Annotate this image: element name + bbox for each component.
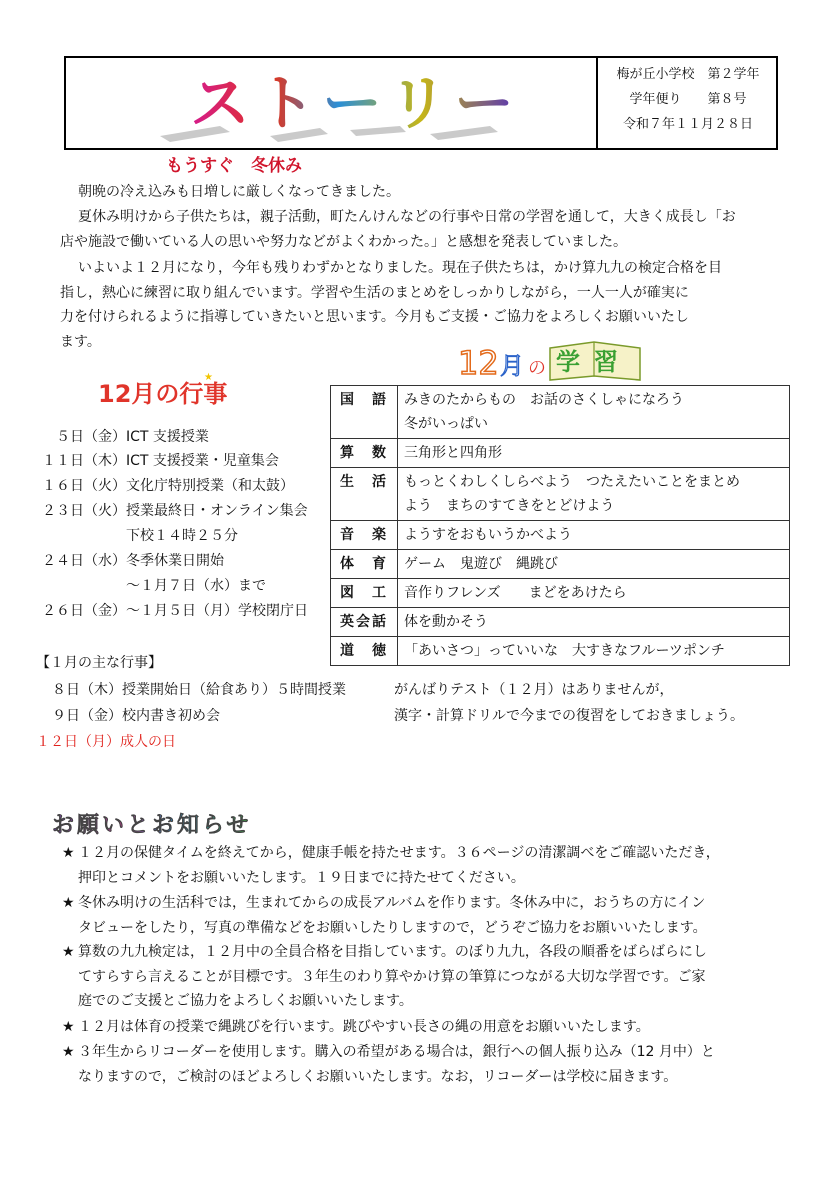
table-row xyxy=(331,386,790,439)
table-row xyxy=(331,439,790,468)
header-divider xyxy=(596,56,598,150)
table-row xyxy=(331,637,790,666)
subject-cell: 英会話 xyxy=(331,608,398,637)
request-item xyxy=(62,891,776,940)
star-icon: ★ xyxy=(62,845,75,861)
content-line: よう まちのすてきをとどけよう xyxy=(404,498,615,514)
request-item xyxy=(62,1015,776,1040)
star-icon: ★ xyxy=(62,1019,75,1035)
request-item xyxy=(62,841,776,890)
content-cell xyxy=(398,468,790,521)
event-item xyxy=(36,550,224,570)
request-line: １２月の保健タイムを終えてから，健康手帳を持たせます。３６ページの清潔調べをご確認いただき， xyxy=(78,845,720,861)
intro-subtitle: もうすぐ 冬休み xyxy=(166,156,302,176)
intro-line: 店や施設で働いている人の思いや努力などがよくわかった。」と感想を発表していました。 xyxy=(60,233,627,250)
event-text: ICT 支援授業 xyxy=(126,429,209,445)
intro-line: 力を付けられるように指導していきたいと思います。今月もご支援・ご協力をよろしくお願いいたし xyxy=(60,309,689,325)
events-title-wordart xyxy=(96,372,236,410)
request-line: 押印とコメントをお願いいたします。１９日までに持たせてください。 xyxy=(78,869,525,886)
intro-line: ます。 xyxy=(60,333,101,350)
study-title-word: 学習 xyxy=(556,348,632,376)
intro-line: いよいよ１２月になり，今年も残りわずかとなりました。現在子供たちは，かけ算九九の検定合格を目 xyxy=(78,260,722,276)
request-line: 算数の九九検定は，１２月中の全員合格を目指しています。のぼり九九，各段の順番をばらばらにし xyxy=(78,944,707,960)
request-item xyxy=(62,1040,776,1089)
study-title-month: 月 xyxy=(500,352,524,380)
event-text: 冬季休業日開始 xyxy=(126,553,224,569)
test-note: がんばりテスト（１２月）はありませんが， xyxy=(394,682,674,698)
event-date: ５日（金） xyxy=(56,429,126,445)
intro-para-3 xyxy=(60,256,776,354)
event-text: 下校１４時２５分 xyxy=(126,528,238,544)
table-row xyxy=(331,468,790,521)
study-table xyxy=(330,385,790,666)
january-heading: 【１月の主な行事】 xyxy=(36,655,162,671)
event-date: ２４日（水） xyxy=(42,553,126,569)
event-date: １６日（火） xyxy=(42,478,126,494)
star-icon: ★ xyxy=(204,372,213,383)
intro-line: 夏休み明けから子供たちは，親子活動，町たんけんなどの行事や日常の学習を通して，大きく成長し「お xyxy=(78,209,736,225)
event-text: ～１月５日（月）学校閉庁日 xyxy=(126,603,308,619)
content-line: 冬がいっぱい xyxy=(404,416,488,432)
event-text: ～１月７日（水）まで xyxy=(126,578,266,594)
intro-para-1 xyxy=(60,180,776,205)
study-title-no: の xyxy=(528,358,546,379)
content-cell: 三角形と四角形 xyxy=(398,439,790,468)
subject-cell: 生 活 xyxy=(331,468,398,521)
subject-cell: 体 育 xyxy=(331,550,398,579)
events-title-text: 12月の行事 xyxy=(98,380,228,408)
request-line: ３年生からリコーダーを使用します。購入の希望がある場合は，銀行への個人振り込み（12 月中）と xyxy=(78,1044,715,1060)
content-line: みきのたからもの お話のさくしゃになろう xyxy=(404,392,684,408)
request-line: なりますので，ご検討のほどよろしくお願いいたします。なお，リコーダーは学校に届きます。 xyxy=(78,1068,678,1085)
content-cell: 体を動かそう xyxy=(398,608,790,637)
content-cell: ゲーム 鬼遊び 縄跳び xyxy=(398,550,790,579)
event-item xyxy=(36,426,209,446)
content-cell xyxy=(398,386,790,439)
content-cell: 音作りフレンズ まどをあけたら xyxy=(398,579,790,608)
event-item xyxy=(36,525,238,545)
table-row xyxy=(331,608,790,637)
newsletter-number: 学年便り 第８号 xyxy=(629,92,747,107)
request-item xyxy=(62,940,776,1014)
subject-cell: 国 語 xyxy=(331,386,398,439)
study-title-number: 12 xyxy=(458,344,499,382)
event-date: ２６日（金） xyxy=(42,603,126,619)
request-line: 庭でのご支援とご協力をよろしくお願いいたします。 xyxy=(78,993,413,1009)
january-holiday: １２日（月）成人の日 xyxy=(36,734,176,750)
event-text: 文化庁特別授業（和太鼓） xyxy=(126,478,294,494)
study-title-wordart xyxy=(458,338,648,384)
event-item xyxy=(36,475,294,495)
january-item: ８日（木）授業開始日（給食あり）５時間授業 xyxy=(52,682,346,698)
january-item: ９日（金）校内書き初め会 xyxy=(52,708,220,724)
request-line: 冬休み明けの生活科では，生まれてからの成長アルバムを作ります。冬休み中に，おうちの方にイン xyxy=(78,895,706,911)
table-row xyxy=(331,521,790,550)
request-line: タビューをしたり，写真の準備などをお願いしたりしますので，どうぞご協力をお願いいたします。 xyxy=(78,919,707,936)
event-item xyxy=(36,600,308,620)
content-cell: ようすをおもいうかべよう xyxy=(398,521,790,550)
star-icon: ★ xyxy=(62,944,75,960)
subject-cell: 音 楽 xyxy=(331,521,398,550)
intro-line: 指し，熱心に練習に取り組んでいます。学習や生活のまとめをしっかりしながら，一人一人が確実に xyxy=(60,284,689,301)
event-item xyxy=(36,575,266,595)
event-item xyxy=(36,450,279,470)
requests-title-text: お願いとお知らせ xyxy=(52,813,252,838)
event-item xyxy=(36,500,308,520)
table-row xyxy=(331,550,790,579)
event-date: １１日（木） xyxy=(42,453,126,469)
review-note: 漢字・計算ドリルで今までの復習をしておきましょう。 xyxy=(394,708,744,724)
star-icon: ★ xyxy=(62,895,75,911)
subject-cell: 算 数 xyxy=(331,439,398,468)
request-line: １２月は体育の授業で縄跳びを行います。跳びやすい長さの縄の用意をお願いいたします。 xyxy=(78,1019,650,1035)
subject-cell: 図 工 xyxy=(331,579,398,608)
intro-para-2 xyxy=(60,205,776,254)
event-date: ２３日（火） xyxy=(42,503,126,519)
event-text: ICT 支援授業・児童集会 xyxy=(126,453,279,469)
school-name: 梅が丘小学校 第２学年 xyxy=(616,67,760,82)
subject-cell: 道 徳 xyxy=(331,637,398,666)
masthead-text: ストーリー xyxy=(190,69,520,139)
request-line: てすらすら言えることが目標です。３年生のわり算やかけ算の筆算につながる大切な学習です。ご家 xyxy=(78,968,706,985)
event-text: 授業最終日・オンライン集会 xyxy=(126,503,308,519)
issue-date: 令和７年１１月２８日 xyxy=(622,117,753,132)
star-icon: ★ xyxy=(62,1044,75,1060)
table-row xyxy=(331,579,790,608)
intro-line: 朝晩の冷え込みも日増しに厳しくなってきました。 xyxy=(78,184,400,200)
requests-title-wordart xyxy=(48,808,338,838)
masthead-wordart xyxy=(150,66,550,146)
content-line: もっとくわしくしらべよう つたえたいことをまとめ xyxy=(404,474,740,490)
content-cell: 「あいさつ」っていいな 大すきなフルーツポンチ xyxy=(398,637,790,666)
